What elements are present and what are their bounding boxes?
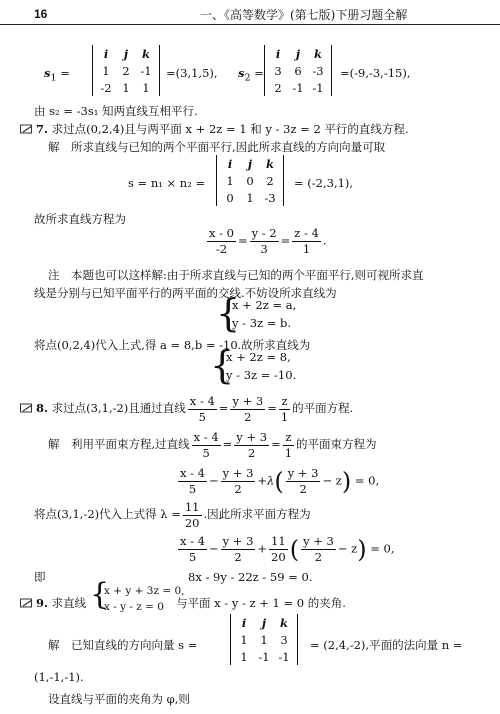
s1-det-cell-0-1: j [123, 46, 129, 61]
p9-det-cell-0-2: k [280, 615, 288, 630]
p9-det-cell-2-1: -1 [258, 649, 270, 664]
p7-det-cell-2-1: 1 [246, 190, 254, 205]
problem-9-text-a: 求直线 [51, 596, 87, 610]
s2-label: $s_2$ = [238, 66, 264, 84]
p9-det-cell-0-0: i [241, 615, 247, 630]
problem-9-eq-1: x + y + 3z = 0, [104, 585, 185, 597]
problem-8-text-a: 求过点(3,1,-2)且通过直线 [51, 401, 186, 415]
s2-det-cell-2-0: 2 [274, 80, 282, 95]
problem-9-eq-2: x - y - z = 0 [104, 601, 164, 613]
p7-det-cell-2-0: 0 [226, 190, 234, 205]
problem-9-determinant [230, 614, 298, 665]
s1-determinant [92, 45, 160, 96]
problem-9-text-b: 与平面 x - y - z + 1 = 0 的夹角. [176, 596, 346, 610]
problem-9-start [20, 594, 86, 612]
s1-label: $s_1$ = [44, 66, 70, 84]
p9-det-cell-1-0: 1 [240, 632, 248, 647]
system-1-eq-1: x + 2z = a, [232, 298, 297, 312]
p7-det-cell-0-2: k [266, 156, 274, 171]
p9-det-cell-2-0: 1 [240, 649, 248, 664]
p7-det-cell-0-1: j [247, 156, 253, 171]
system-1-brace: { [216, 291, 241, 335]
s2-det-cell-2-2: -1 [312, 80, 324, 95]
s2-det-cell-0-2: k [314, 46, 322, 61]
system-2-eq-2: y - 3z = -10. [226, 368, 297, 382]
problem-9-solution-cont: = (2,4,-2),平面的法向量 n = [310, 638, 463, 652]
line-equation: $\frac{x - 0}{-2}$ = $\frac{y - 2}{3}$ = $\frac{z - 4}{1}$ . [209, 226, 327, 256]
line-equation-intro: 故所求直线方程为 [34, 212, 126, 226]
problem-9-number: 9. [36, 596, 49, 610]
pencil-icon [20, 124, 34, 134]
ji-label: 即 [34, 570, 46, 584]
s-cross-product-result: = (-2,3,1), [294, 176, 354, 190]
problem-8: 8. 求过点(3,1,-2)且通过直线 $\frac{x - 4}{5}$ = $\frac{y + 3}{2}$ = $\frac{z}{1}$ 的平面方程. [20, 392, 353, 425]
s1-result: =(3,1,5), [166, 66, 218, 80]
problem-7-determinant [216, 155, 284, 206]
p9-det-cell-2-2: -1 [278, 649, 290, 664]
problem-7 [20, 120, 409, 138]
s2-det-cell-0-1: j [295, 46, 301, 61]
lambda-substitution: 将点(3,1,-2)代入上式得 λ = $\frac{11}{20}$ .因此所求平面方程为 [34, 499, 311, 530]
problem-8-solution: 解 利用平面束方程,过直线 $\frac{x - 4}{5}$ = $\frac{y + 3}{2}$ = $\frac{z}{1}$ 的平面束方程为 [48, 429, 377, 460]
plane-pencil-equation: $\frac{x - 4}{5}$ − $\frac{y + 3}{2}$ +λ( $\frac{y + 3}{2}$ − z) = 0, [180, 466, 380, 496]
note-line-1: 注 本题也可以这样解:由于所求直线与已知的两个平面平行,则可视所求直 [48, 268, 424, 282]
s1-det-cell-2-0: -2 [100, 80, 112, 95]
s1-det-cell-1-1: 2 [122, 63, 130, 78]
s1-det-cell-2-2: 1 [142, 80, 150, 95]
p9-det-cell-1-2: 3 [280, 632, 288, 647]
p9-det-cell-1-1: 1 [260, 632, 268, 647]
system-2-brace: { [210, 343, 235, 387]
s1-det-cell-1-0: 1 [102, 63, 110, 78]
s2-det-cell-1-0: 3 [274, 63, 282, 78]
p7-det-cell-1-1: 0 [246, 173, 254, 188]
normal-vector: (1,-1,-1). [34, 670, 84, 684]
system-2-eq-1: x + 2z = 8, [226, 350, 291, 364]
system-1-eq-2: y - 3z = b. [232, 316, 292, 330]
p7-det-cell-1-0: 1 [226, 173, 234, 188]
header-rule [0, 24, 500, 25]
pencil-icon [20, 598, 34, 608]
pencil-icon [20, 403, 34, 413]
s2-det-cell-0-0: i [275, 46, 281, 61]
page-number: 16 [34, 7, 48, 21]
problem-7-solution: 解 所求直线与已知的两个平面平行,因此所求直线的方向向量可取 [48, 140, 386, 154]
note-line-2: 线是分别与已知平面平行的两平面的交线.不妨设所求直线为 [34, 286, 337, 300]
page-header [0, 0, 500, 26]
s2-result: =(-9,-3,-15), [340, 66, 411, 80]
problem-9-brace: { [90, 577, 110, 612]
problem-8-number: 8. [36, 401, 49, 415]
parallel-conclusion: 由 s₂ = -3s₁ 知两直线互相平行. [34, 104, 198, 118]
plane-result: 8x - 9y - 22z - 59 = 0. [188, 570, 313, 584]
p7-det-cell-2-2: -3 [264, 190, 276, 205]
problem-7-text: 求过点(0,2,4)且与两平面 x + 2z = 1 和 y - 3z = 2 平行的直线方程. [51, 122, 409, 136]
p7-det-cell-1-2: 2 [266, 173, 274, 188]
s2-det-cell-1-1: 6 [294, 63, 302, 78]
s1-det-cell-2-1: 1 [122, 80, 130, 95]
angle-setup: 设直线与平面的夹角为 φ,则 [48, 692, 190, 706]
p9-det-cell-0-1: j [261, 615, 267, 630]
p7-det-cell-0-0: i [227, 156, 233, 171]
problem-9-solution: 解 已知直线的方向向量 s = [48, 638, 198, 652]
s-cross-product-label: s = n₁ × n₂ = [128, 176, 206, 190]
substitution-line: 将点(0,2,4)代入上式,得 a = 8,b = -10.故所求直线为 [34, 338, 311, 352]
s1-det-cell-1-2: -1 [140, 63, 152, 78]
problem-7-number: 7. [36, 122, 49, 136]
s1-det-cell-0-2: k [142, 46, 150, 61]
s2-determinant [264, 45, 332, 96]
s2-det-cell-1-2: -3 [312, 63, 324, 78]
plane-final-form: $\frac{x - 4}{5}$ − $\frac{y + 3}{2}$ + $\frac{11}{20}$ ( $\frac{y + 3}{2}$ − z) = 0, [180, 534, 395, 564]
problem-8-text-b: 的平面方程. [292, 401, 354, 415]
s1-det-cell-0-0: i [103, 46, 109, 61]
running-title: 一、《高等数学》(第七版)下册习题全解 [200, 8, 408, 22]
s2-det-cell-2-1: -1 [292, 80, 304, 95]
